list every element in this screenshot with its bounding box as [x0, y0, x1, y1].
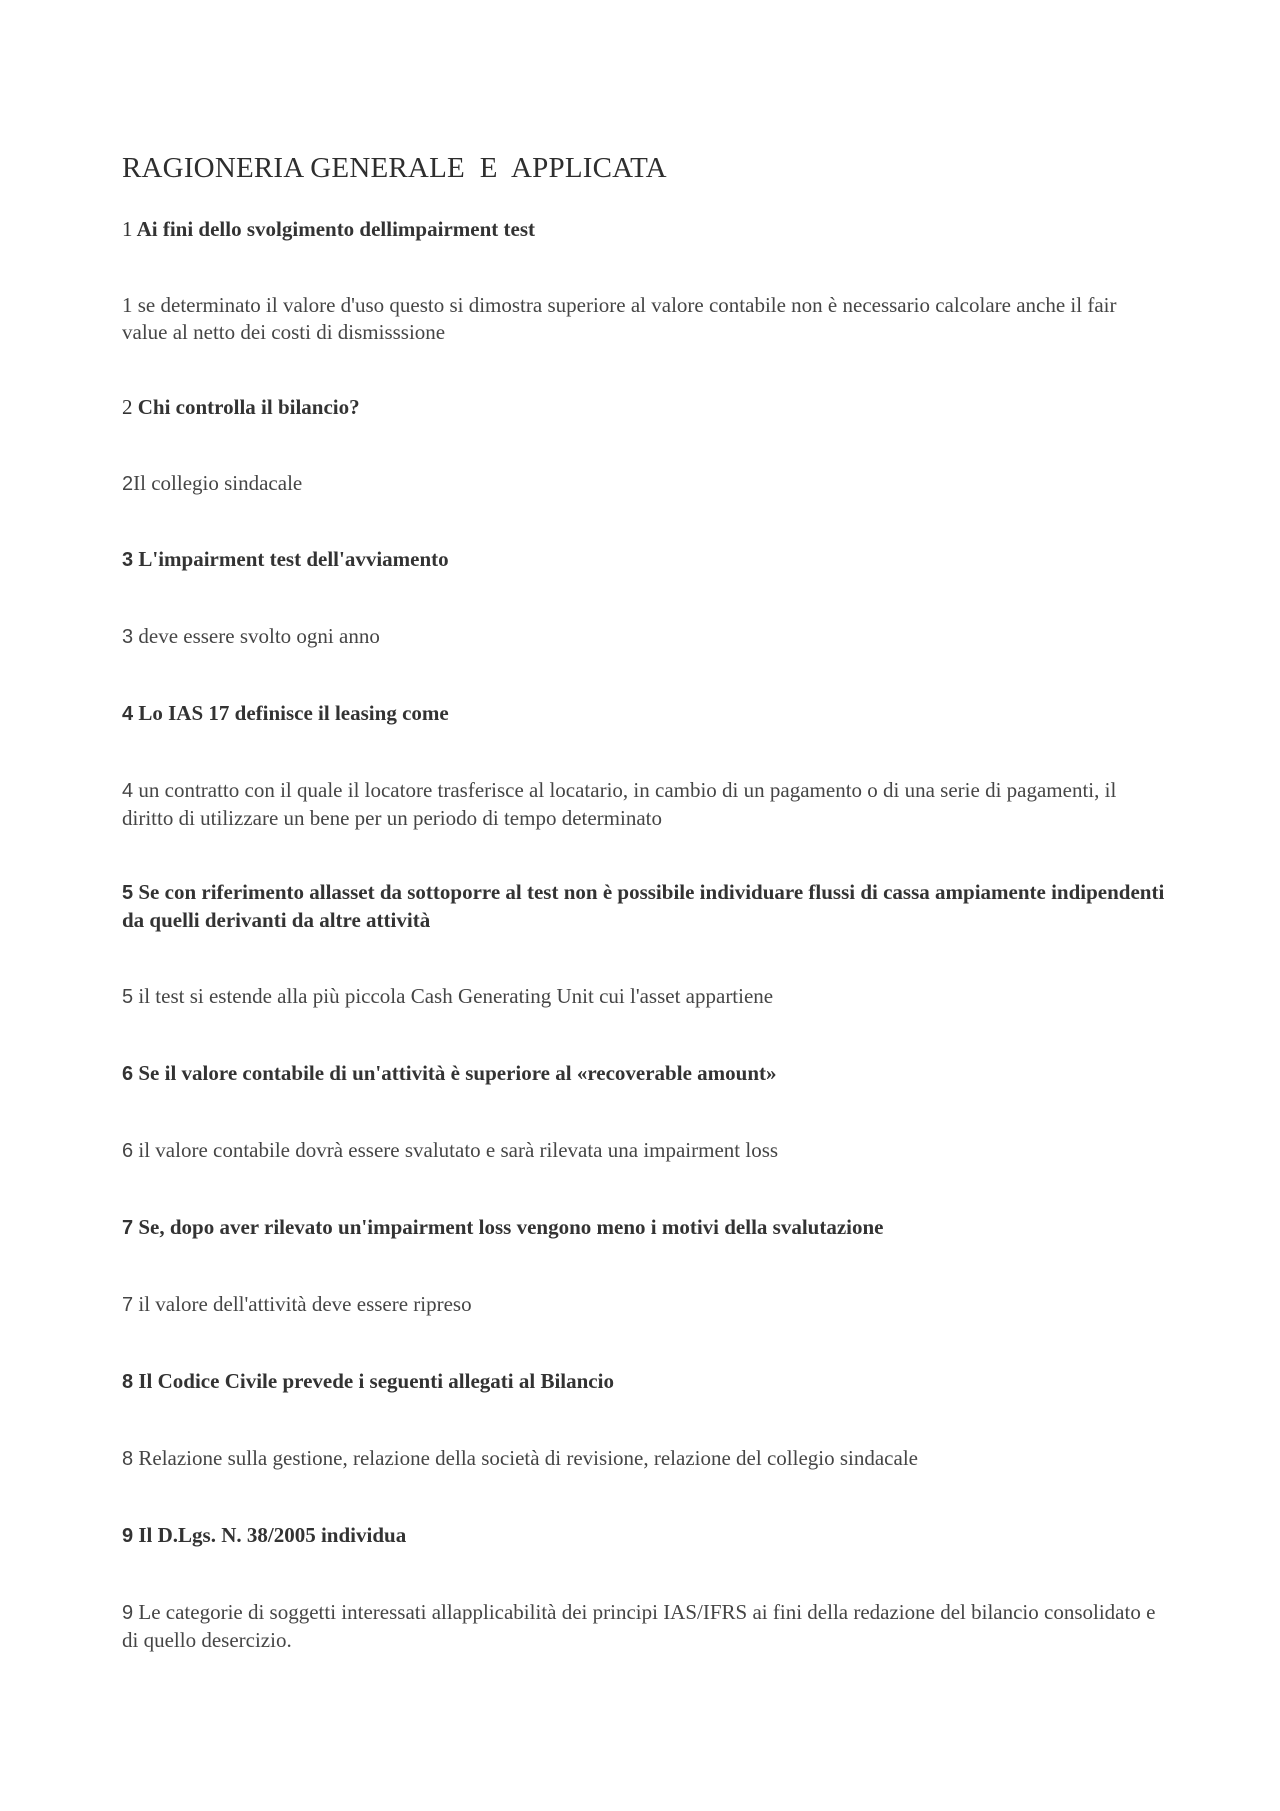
answer-6 — [122, 1137, 1167, 1165]
answer-text: Le categorie di soggetti interessati allapplicabilità dei principi IAS/IFRS ai fini della redazione del bilancio consolidato e di quello desercizio. — [122, 1600, 1156, 1652]
answer-number: 4 — [122, 780, 134, 802]
answer-number: 5 — [122, 986, 134, 1008]
question-number: 4 — [122, 703, 134, 725]
answer-number: 6 — [122, 1140, 134, 1162]
answer-number: 8 — [122, 1448, 134, 1470]
question-text: Chi controlla il bilancio? — [137, 395, 360, 419]
answer-text: un contratto con il quale il locatore trasferisce al locatario, in cambio di un pagamento o di una serie di pagamenti, il diritto di utilizzare un bene per un periodo di tempo determinato — [122, 778, 1117, 830]
answer-1 — [122, 292, 1167, 346]
question-number: 6 — [122, 1063, 134, 1085]
answer-8 — [122, 1445, 1167, 1473]
question-1 — [122, 216, 1167, 243]
answer-number: 3 — [122, 626, 134, 648]
question-5 — [122, 879, 1167, 934]
question-text: Ai fini dello svolgimento dellimpairment test — [136, 217, 535, 241]
question-number: 5 — [122, 882, 134, 904]
question-text: Il Codice Civile prevede i seguenti allegati al Bilancio — [138, 1369, 614, 1393]
answer-text: il test si estende alla più piccola Cash Generating Unit cui l'asset appartiene — [138, 984, 774, 1008]
question-number: 2 — [122, 395, 133, 419]
question-number: 9 — [122, 1525, 134, 1547]
question-text: Se con riferimento allasset da sottoporre al test non è possibile individuare flussi di cassa ampiamente indipendenti da quelli derivanti da altre attività — [122, 880, 1165, 932]
question-7 — [122, 1214, 1167, 1242]
question-number: 7 — [122, 1217, 134, 1239]
answer-text: Relazione sulla gestione, relazione della società di revisione, relazione del collegio sindacale — [138, 1446, 918, 1470]
question-number: 3 — [122, 549, 134, 571]
answer-text: se determinato il valore d'uso questo si dimostra superiore al valore contabile non è necessario calcolare anche il fair value al netto dei costi di dismisssione — [122, 293, 1117, 344]
question-3 — [122, 546, 1167, 574]
question-text: Se il valore contabile di un'attività è superiore al «recoverable amount» — [138, 1061, 777, 1085]
question-6 — [122, 1060, 1167, 1088]
answer-text: il valore contabile dovrà essere svalutato e sarà rilevata una impairment loss — [138, 1138, 779, 1162]
answer-7 — [122, 1291, 1167, 1319]
answer-4 — [122, 777, 1167, 832]
question-4 — [122, 700, 1167, 728]
question-text: L'impairment test dell'avviamento — [138, 547, 449, 571]
answer-number: 1 — [122, 293, 133, 317]
question-number: 1 — [122, 217, 133, 241]
question-text: Se, dopo aver rilevato un'impairment loss vengono meno i motivi della svalutazione — [138, 1215, 884, 1239]
question-8 — [122, 1368, 1167, 1396]
answer-number: 9 — [122, 1602, 134, 1624]
answer-text: Il collegio sindacale — [133, 471, 303, 495]
question-2 — [122, 394, 1167, 421]
question-text: Lo IAS 17 definisce il leasing come — [138, 701, 449, 725]
answer-text: deve essere svolto ogni anno — [138, 624, 380, 648]
answer-2 — [122, 470, 1167, 498]
question-number: 8 — [122, 1371, 134, 1393]
answer-9 — [122, 1599, 1167, 1654]
answer-text: il valore dell'attività deve essere ripreso — [138, 1292, 472, 1316]
answer-5 — [122, 983, 1167, 1011]
question-text: Il D.Lgs. N. 38/2005 individua — [138, 1523, 407, 1547]
answer-3 — [122, 623, 1167, 651]
answer-number: 2 — [122, 473, 134, 495]
document-title: RAGIONERIA GENERALE E APPLICATA — [122, 152, 667, 184]
answer-number: 7 — [122, 1294, 134, 1316]
question-9 — [122, 1522, 1167, 1550]
